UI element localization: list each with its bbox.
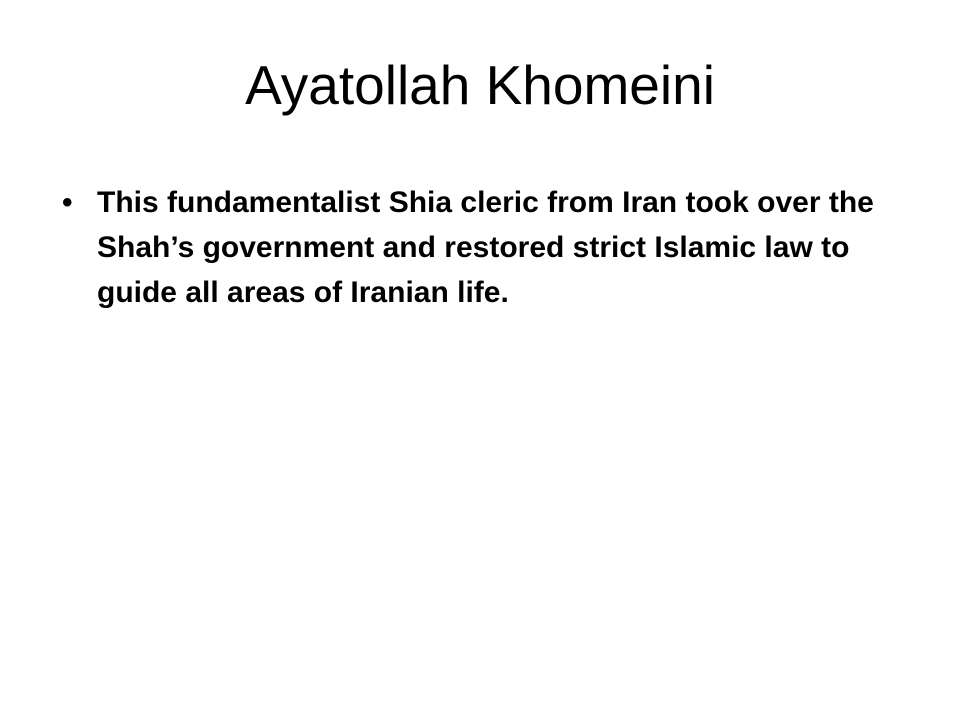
bullet-text: This fundamentalist Shia cleric from Iran took over the Shah’s government and restored strict Islamic law to guide all areas of Iranian life. xyxy=(97,186,874,309)
slide-title: Ayatollah Khomeini xyxy=(245,54,715,116)
bullet-marker: • xyxy=(62,186,73,219)
bullet-item xyxy=(62,180,892,315)
bullet-list xyxy=(62,180,892,315)
